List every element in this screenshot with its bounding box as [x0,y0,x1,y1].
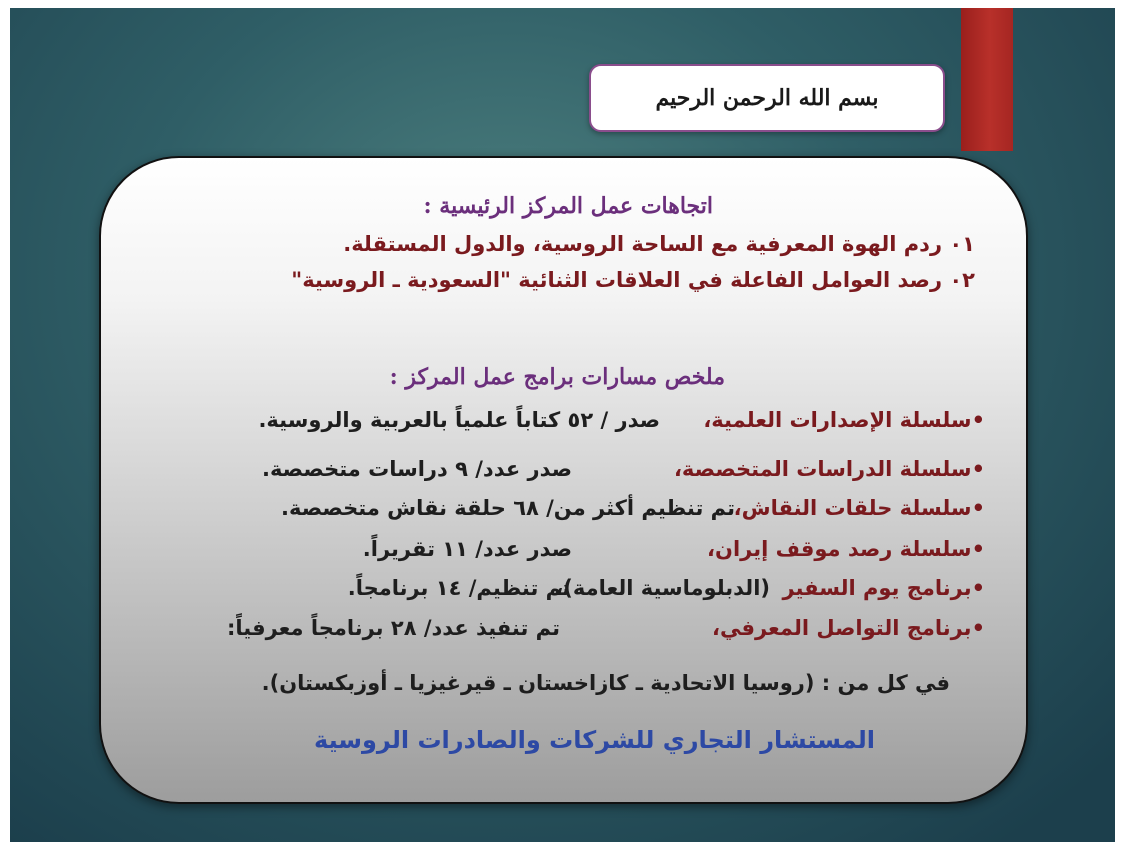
program-name-4: •سلسلة رصد موقف إيران، [707,537,985,561]
directions-heading: اتجاهات عمل المركز الرئيسية : [423,193,713,219]
accent-bar [961,8,1013,151]
program-extra-5: (الدبلوماسية العامة)، [555,576,770,600]
program-detail-4: صدر عدد/ ١١ تقريراً. [362,537,572,561]
program-detail-5: تم تنظيم/ ١٤ برنامجاً. [347,576,570,600]
direction-item-1: ٠١ ردم الهوة المعرفية مع الساحة الروسية، والدول المستقلة. [343,232,975,256]
countries-line: في كل من : (روسيا الاتحادية ـ كازاخستان ـ قيرغيزيا ـ أوزبكستان). [261,671,950,695]
program-detail-1: صدر / ٥٢ كتاباً علمياً بالعربية والروسية. [258,408,660,432]
basmala-box [589,64,945,132]
program-name-6: •برنامج التواصل المعرفي، [711,616,985,640]
footer-title: المستشار التجاري للشركات والصادرات الروسية [314,726,875,754]
program-name-1: •سلسلة الإصدارات العلمية، [703,408,985,432]
direction-item-2: ٠٢ رصد العوامل الفاعلة في العلاقات الثنائية "السعودية ـ الروسية" [291,268,975,292]
program-name-5: •برنامج يوم السفير [782,576,985,600]
program-name-3: •سلسلة حلقات النقاش، [733,496,985,520]
basmala-text: بسم الله الرحمن الرحيم [655,85,879,111]
program-name-2: •سلسلة الدراسات المتخصصة، [673,457,985,481]
program-detail-2: صدر عدد/ ٩ دراسات متخصصة. [261,457,572,481]
program-detail-6: تم تنفيذ عدد/ ٢٨ برنامجاً معرفياً: [226,616,560,640]
program-detail-3: تم تنظيم أكثر من/ ٦٨ حلقة نقاش متخصصة. [281,496,735,520]
programs-heading: ملخص مسارات برامج عمل المركز : [389,364,725,390]
